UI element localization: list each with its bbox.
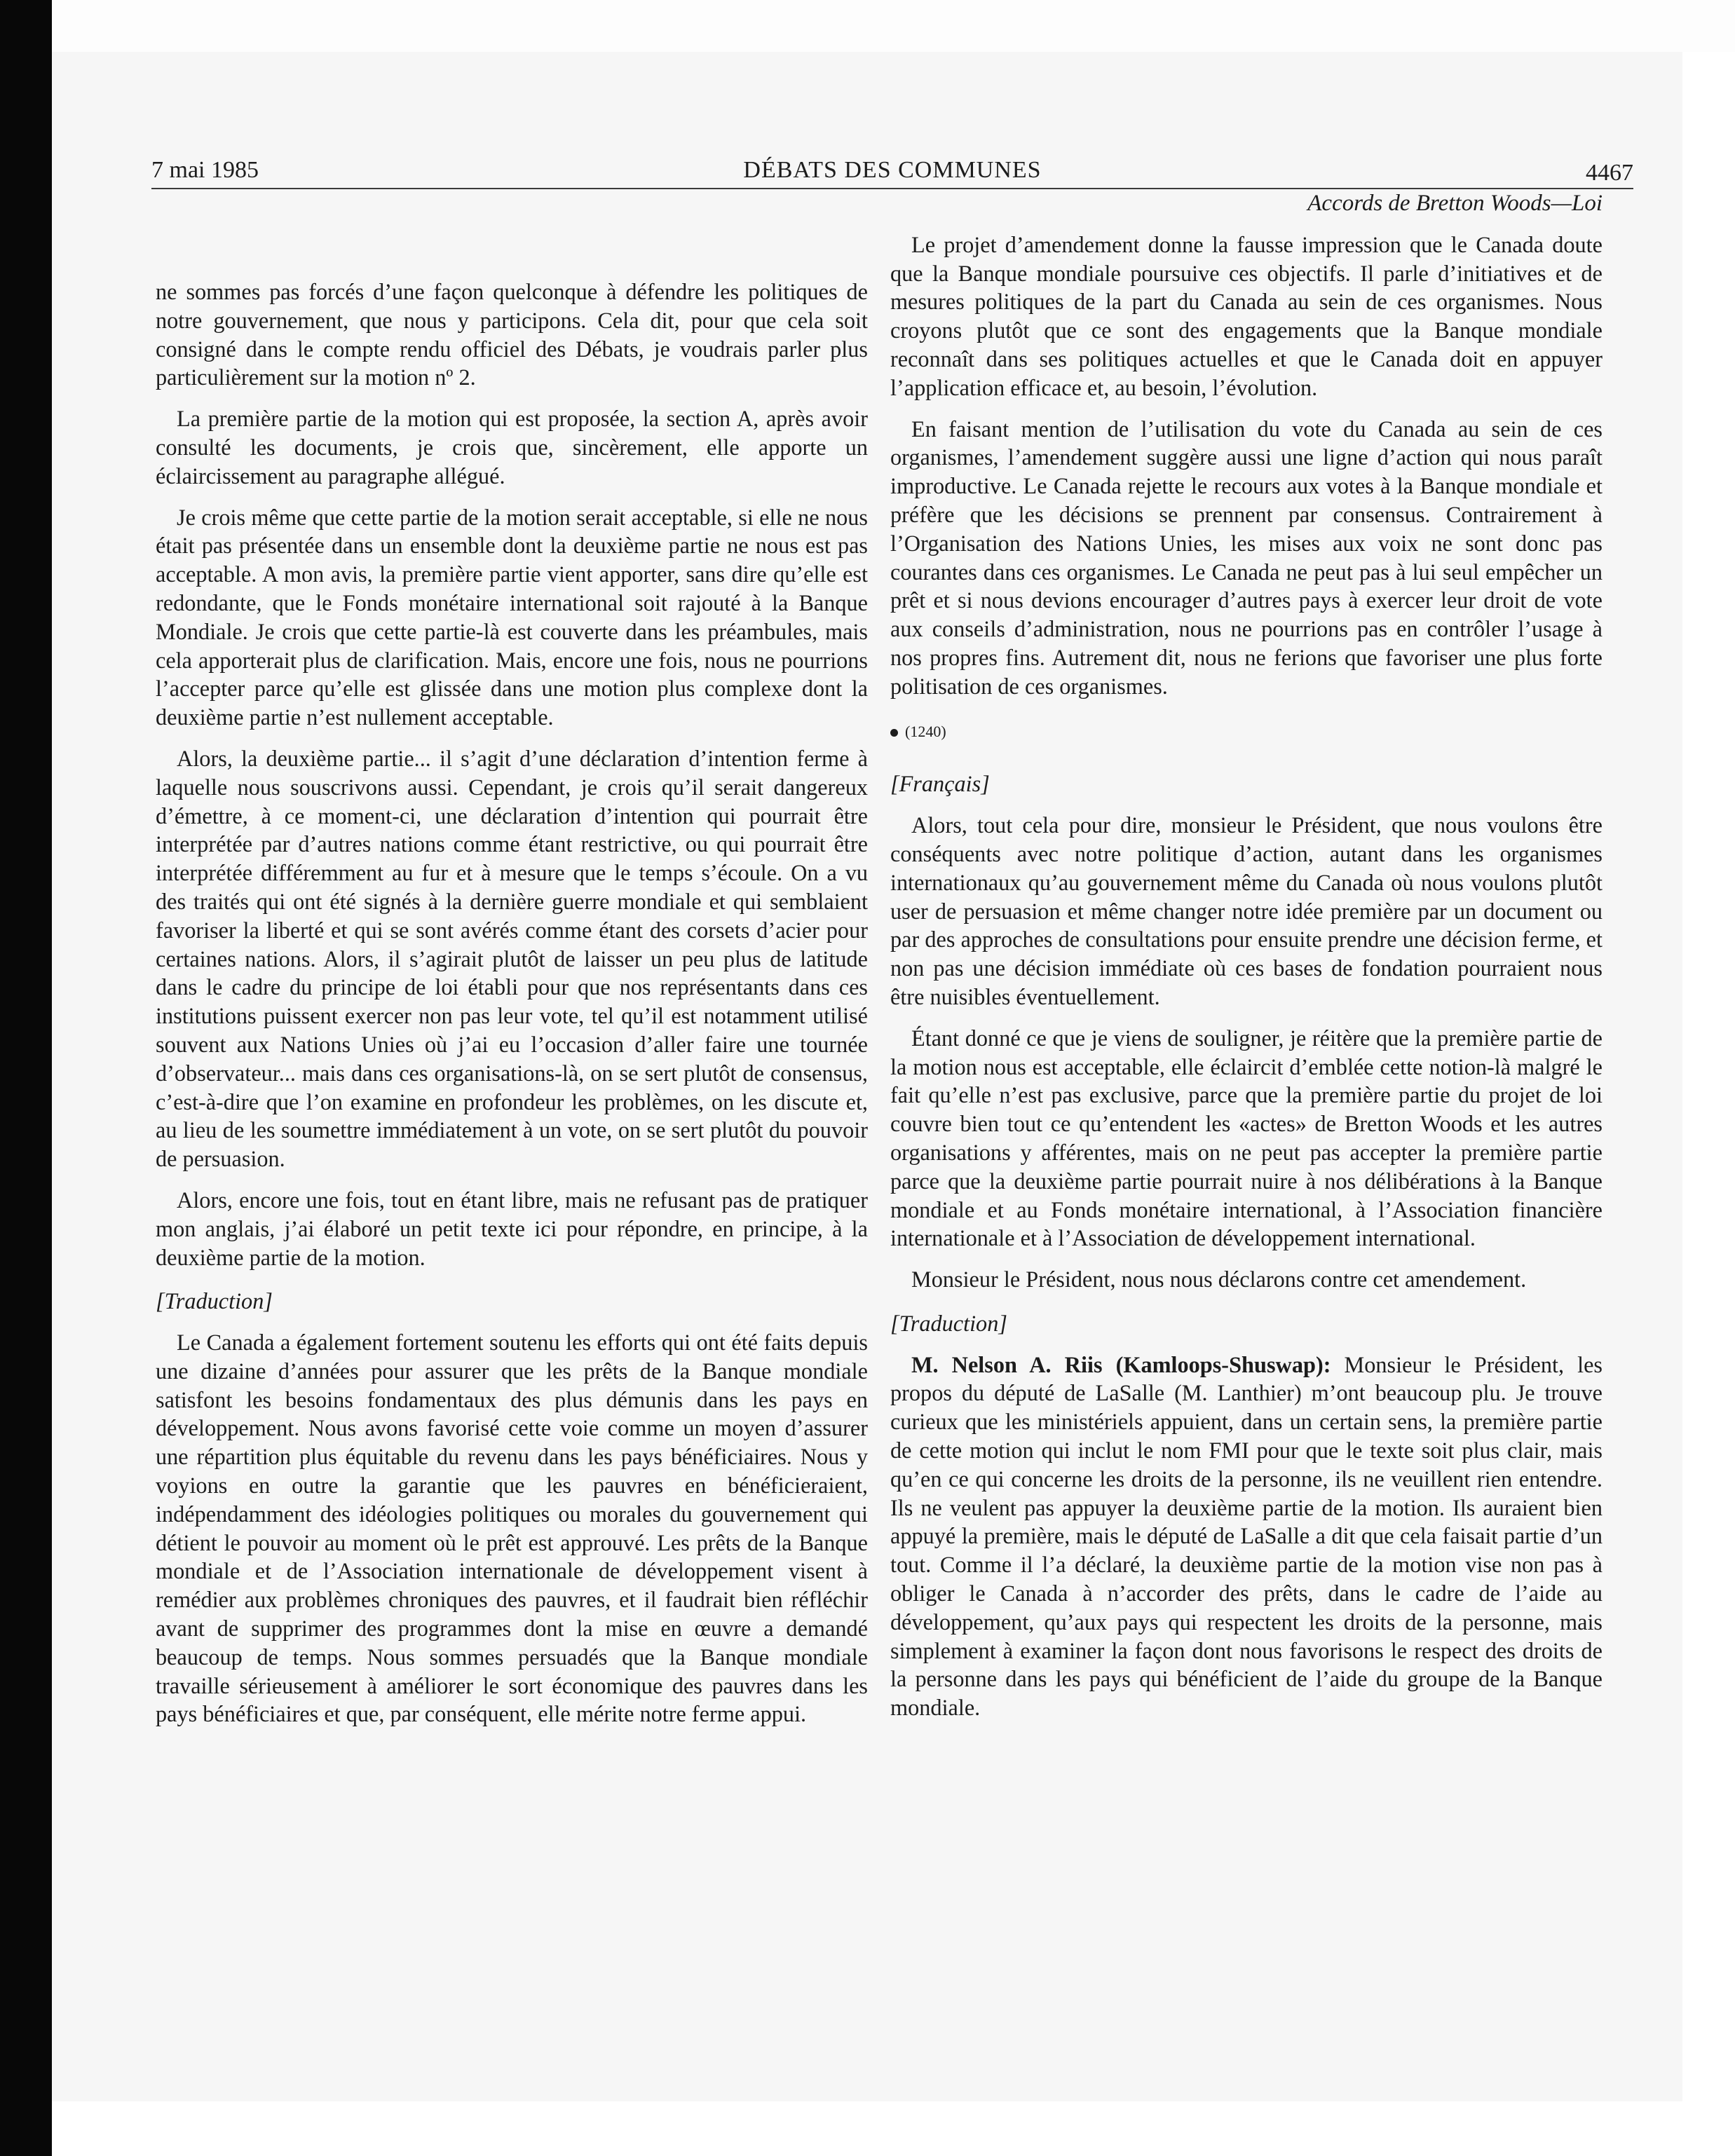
speaker-text: Monsieur le Président, les propos du député de LaSalle (M. Lanthier) m’ont beaucoup plu. Je trouve curieux que les ministériels appuient, dans un certain sens, la première partie de cette motion qui inclut le nom FMI pour que le texte soit plus clair, mais qu’en ce qui concerne les droits de la personne, ils ne veuillent rien entendre. Ils ne veulent pas appuyer la deuxième partie de la motion. Ils auraient bien appuyé la première, mais le député de LaSalle a dit que cela faisait partie d’un tout. Comme il l’a déclaré, la deuxième partie de la motion vise non pas à obliger le Canada à n’accorder des prêts, dans le cadre de l’aide au développement, qu’aux pays qui respectent les droits de la personne, mais simplement à examiner la façon dont nous favorisons le respect des droits de la personne dans les pays qui bénéficient de l’aide du groupe de la Banque mondiale. — [890, 1351, 1603, 1721]
speaker-paragraph — [890, 1351, 1603, 1722]
paragraph: Le Canada a également fortement soutenu les efforts qui ont été faits depuis une dizaine d’années pour assurer que les prêts de la Banque mondiale satisfont les besoins fondamentaux des plus démunis dans les pays en développement. Nous avons favorisé cette voie comme un moyen d’assurer une répartition plus équitable du revenu dans les pays bénéficiaires. Nous y voyions en outre la garantie que les pauvres en bénéficieraient, indépendamment des idéologies politiques ou morales du gouvernement qui détient le pouvoir au moment où le prêt est approuvé. Les prêts de la Banque mondiale et de l’Association internationale de développement visent à remédier aux problèmes chroniques des pauvres, et il faudrait bien réfléchir avant de supprimer des programmes dont la mise en œuvre a demandé beaucoup de temps. Nous sommes persuadés que la Banque mondiale travaille sérieusement à améliorer le sort économique des pauvres dans les pays bénéficiaires et que, par conséquent, elle mérite notre ferme appui. — [156, 1330, 868, 1727]
paragraph: Étant donné ce que je viens de souligner, je réitère que la première partie de la motion nous est acceptable, elle éclaircit d’emblée cette notion-là malgré le fait qu’elle n’est pas exclusive, parce que la première partie du projet de loi couvre bien tout ce qu’entendent les «actes» de Bretton Woods et les autres organisations y afférentes, mais on ne peut pas accepter la première partie parce que la deuxième partie pourrait nuire à nos délibérations à la Banque mondiale et au Fonds monétaire international, à l’Association financière internationale et à l’Association de développement international. — [890, 1025, 1603, 1251]
running-title: Accords de Bretton Woods—Loi — [1307, 191, 1603, 216]
bullet-icon — [890, 729, 898, 737]
right-column — [890, 189, 1603, 1735]
paragraph: En faisant mention de l’utilisation du vote du Canada au sein de ces organismes, l’amendement suggère aussi une ligne d’action qui nous paraît improductive. Le Canada rejette le recours aux votes à la Banque mondiale et préfère que les décisions se prennent par consensus. Contrairement à l’Organisation des Nations Unies, les mises aux voix ne sont donc pas courantes dans ces organismes. Le Canada ne peut pas à lui seul empêcher un prêt et si nous devions encourager d’autres pays à exercer leur droit de vote aux conseils d’administration, nous ne pourrions pas en contrôler l’usage à nos propres fins. Autrement dit, nous ne ferions que favoriser une plus forte politisation de ces organismes. — [890, 416, 1603, 699]
paragraph: La première partie de la motion qui est proposée, la section A, après avoir consulté les documents, je crois que, sincèrement, elle apporte un éclaircissement au paragraphe allégué. — [156, 406, 868, 489]
paragraph: ne sommes pas forcés d’une façon quelconque à défendre les politiques de notre gouvernement, que nous y participons. Cela dit, pour que cela soit consigné dans le compte rendu officiel des Débats, je voudrais parler plus particulièrement sur la motion nº 2. — [156, 279, 868, 390]
paragraph: Alors, la deuxième partie... il s’agit d’une déclaration d’intention ferme à laquelle nous souscrivons aussi. Cependant, je crois qu’il serait dangereux d’émettre, à ce moment-ci, une déclaration d’intention qui pourrait être interprétée par d’autres nations comme étant restrictive, ou qui pourrait être interprétée différemment au fur et à mesure que le temps s’écoule. On a vu des traités qui ont été signés à la dernière guerre mondiale et qui semblaient favoriser la liberté et qui se sont avérés comme étant des corsets d’acier pour certaines nations. Alors, il s’agirait plutôt de laisser un peu plus de latitude dans le cadre du principe de loi établi pour que nos représentants dans ces institutions puissent exercer non pas leur vote, tel qu’il est notamment utilisé souvent aux Nations Unies où j’ai eu l’occasion d’aller faire une tournée d’observateur... mais dans ces organisations-là, on se sert plutôt de consensus, c’est-à-dire que l’on examine en profondeur les problèmes, on les discute et, au lieu de les soumettre immédiatement à un vote, on se sert plutôt du pouvoir de persuasion. — [156, 745, 868, 1172]
paragraph: Le projet d’amendement donne la fausse impression que le Canada doute que la Banque mondiale poursuive ces objectifs. Il parle d’initiatives et de mesures politiques de la part du Canada au sein de ces organismes. Nous croyons plutôt que ce sont des engagements que la Banque mondiale reconnaît dans ses politiques actuelles et que le Canada doit en appuyer l’application efficace et, au besoin, l’évolution. — [890, 231, 1603, 400]
time-marker-text: (1240) — [905, 722, 946, 740]
header-date: 7 mai 1985 — [151, 157, 259, 183]
page-header — [151, 142, 1633, 189]
language-tag: [Traduction] — [156, 1288, 273, 1314]
scan-border — [0, 0, 52, 2156]
paragraph: Alors, encore une fois, tout en étant libre, mais ne refusant pas de pratiquer mon anglais, j’ai élaboré un petit texte ici pour répondre, en principe, à la deuxième partie de la motion. — [156, 1187, 868, 1270]
header-title: DÉBATS DES COMMUNES — [743, 157, 1042, 183]
left-column — [156, 278, 868, 1741]
language-tag: [Français] — [890, 771, 990, 797]
speaker-name: M. Nelson A. Riis (Kamloops-Shuswap): — [911, 1351, 1331, 1377]
hansard-page — [52, 52, 1682, 2101]
paragraph: Je crois même que cette partie de la motion serait acceptable, si elle ne nous était pas présentée dans un ensemble dont la deuxième partie ne nous est pas acceptable. A mon avis, la première partie vient apporter, sans dire qu’elle est redondante, que le Fonds monétaire international soit rajouté à la Banque Mondiale. Je crois que cette partie-là est couverte dans les préambules, mais cela apporterait plus de clarification. Mais, encore une fois, nous ne pourrions l’accepter parce qu’elle est glissée dans une motion plus complexe dont la deuxième partie n’est nullement acceptable. — [156, 504, 868, 730]
page-number: 4467 — [1586, 160, 1633, 186]
paragraph: Alors, tout cela pour dire, monsieur le Président, que nous voulons être conséquents avec notre politique d’action, autant dans les organismes internationaux qu’au gouvernement même du Canada où nous voulons plutôt user de persuasion et même changer notre idée première par un document ou par des approches de consultations pour ensuite prendre une décision ferme, et non pas une décision immédiate où ces bases de fondation pourraient nous être nuisibles éventuellement. — [890, 812, 1603, 1009]
time-marker — [890, 718, 1603, 746]
scan-margin — [52, 0, 1735, 52]
language-tag: [Traduction] — [890, 1310, 1007, 1336]
paragraph: Monsieur le Président, nous nous déclarons contre cet amendement. — [911, 1267, 1527, 1292]
